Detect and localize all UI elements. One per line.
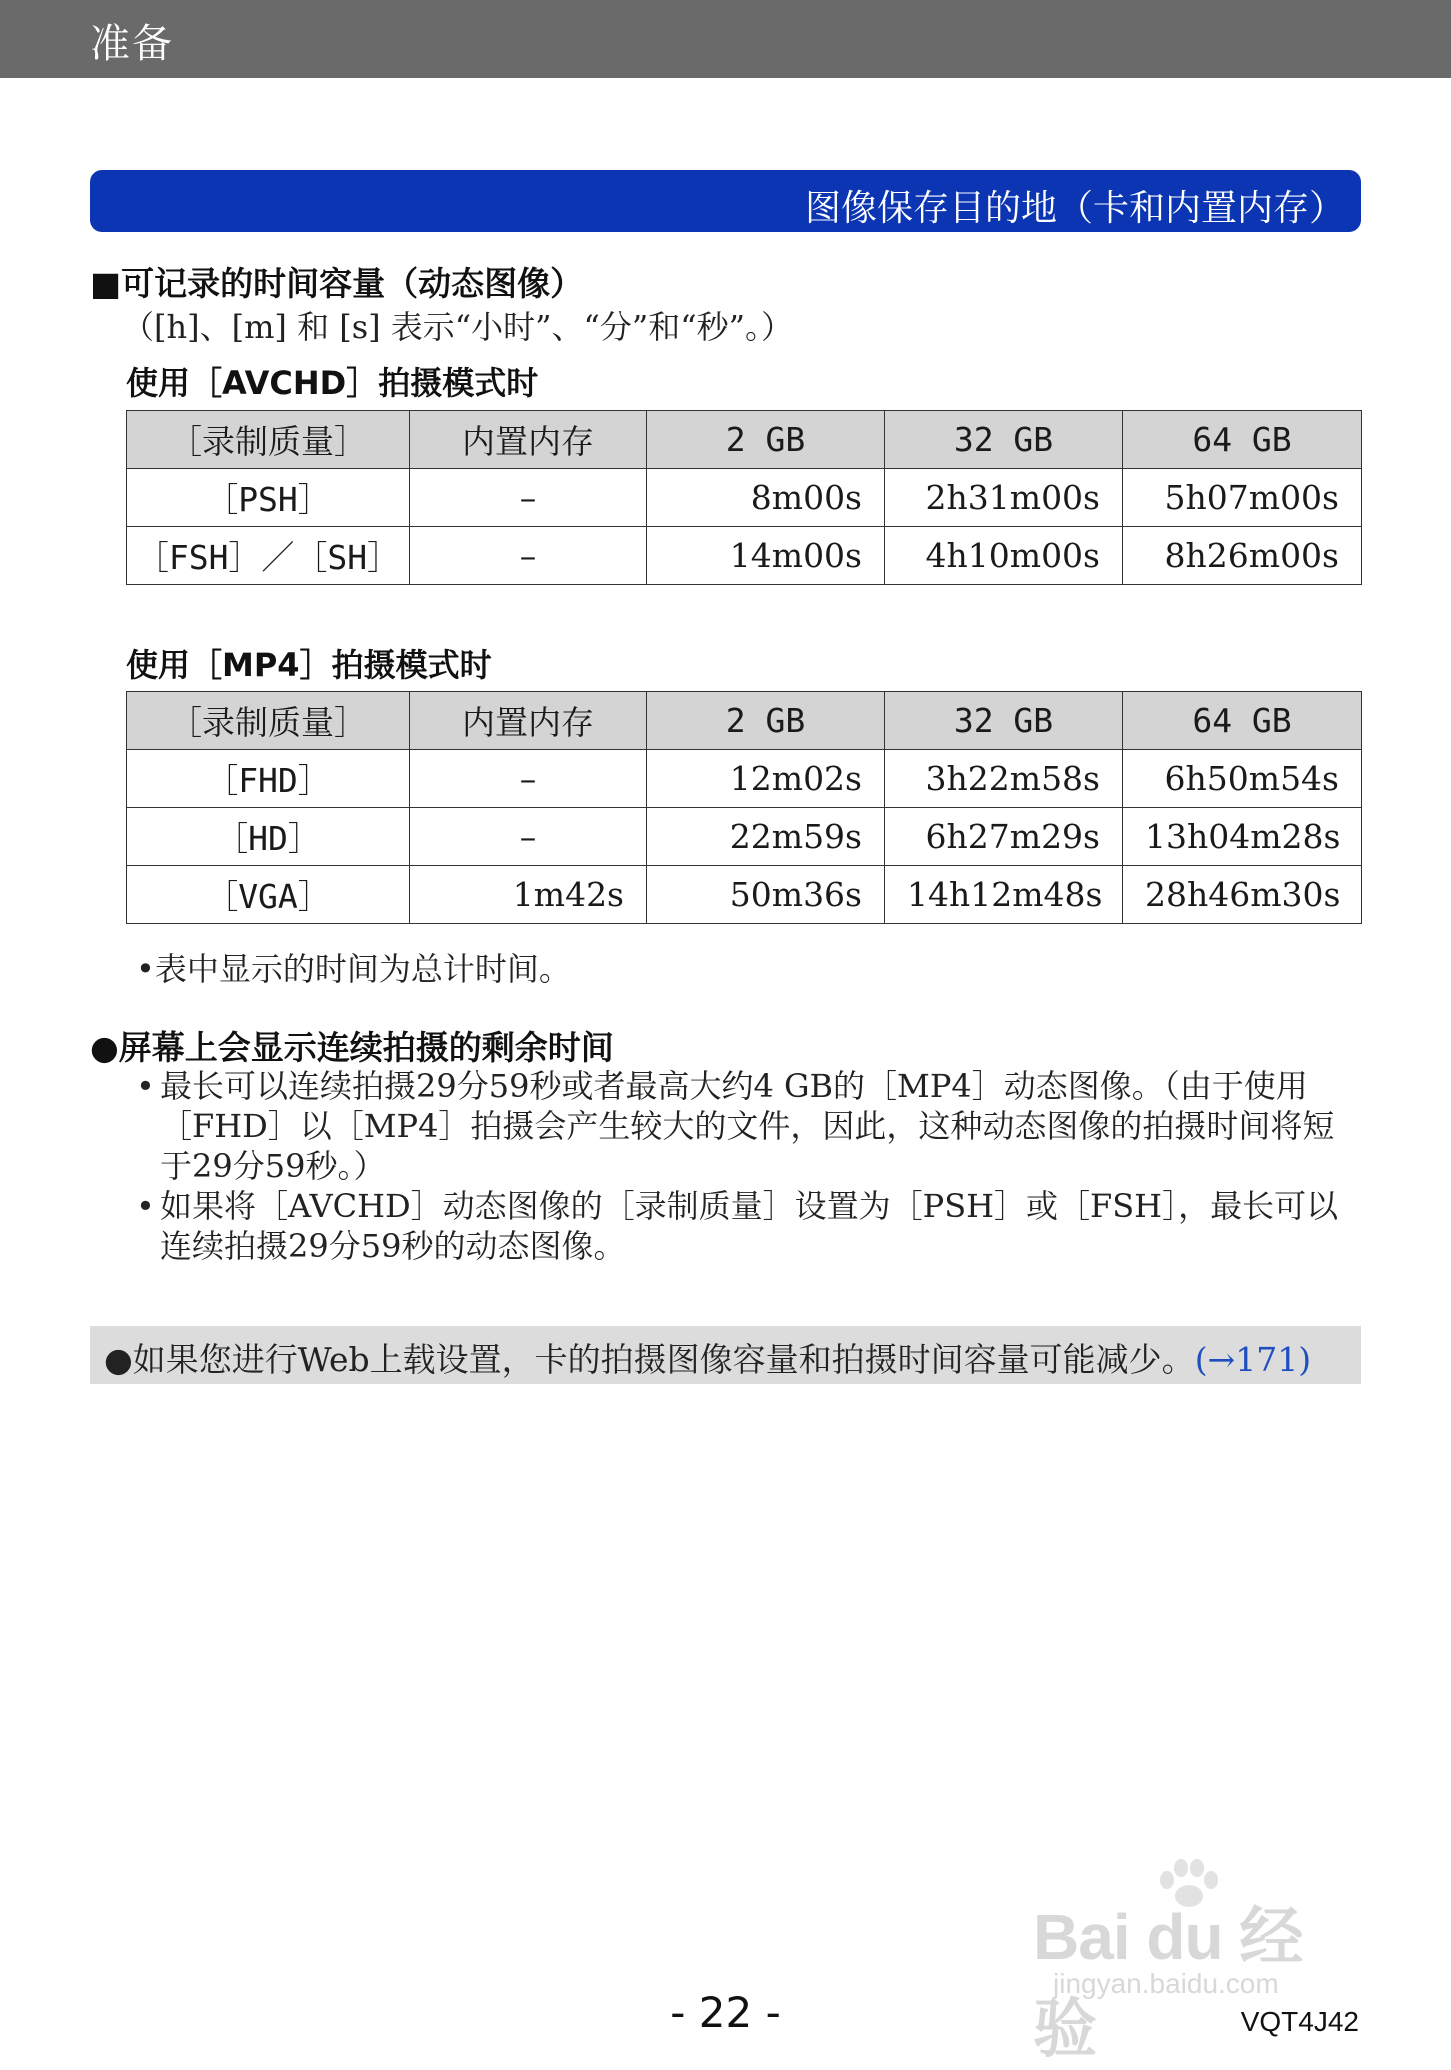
page-number: - 22 - xyxy=(670,1988,781,2037)
section-banner xyxy=(90,170,1361,232)
table-note: •表中显示的时间为总计时间。 xyxy=(136,950,571,988)
header-cell: 64 GB xyxy=(1123,692,1362,750)
table-header-row xyxy=(127,411,1362,469)
header-cell: 内置内存 xyxy=(410,411,647,469)
top-bar xyxy=(0,0,1451,78)
time-cell: 14m00s xyxy=(647,527,885,585)
header-cell: ［录制质量］ xyxy=(127,411,410,469)
unit-explanation: （[h]、[m] 和 [s] 表示“小时”、“分”和“秒”。） xyxy=(122,308,793,346)
time-cell: 14h12m48s xyxy=(885,866,1123,924)
bullet-list xyxy=(136,1066,1361,1266)
time-cell: 8h26m00s xyxy=(1123,527,1362,585)
web-upload-note xyxy=(90,1326,1361,1384)
time-cell: – xyxy=(410,750,647,808)
time-cell: – xyxy=(410,808,647,866)
quality-cell: ［FHD］ xyxy=(127,750,410,808)
quality-cell: ［FSH］／［SH］ xyxy=(127,527,410,585)
header-cell: 内置内存 xyxy=(410,692,647,750)
time-cell: 5h07m00s xyxy=(1123,469,1362,527)
table-row xyxy=(127,750,1362,808)
time-cell: 50m36s xyxy=(647,866,885,924)
header-cell: 2 GB xyxy=(647,411,885,469)
list-item: • 如果将［AVCHD］动态图像的［录制质量］设置为［PSH］或［FSH］，最长可以连续拍摄29分59秒的动态图像。 xyxy=(136,1186,1361,1266)
model-code: VQT4J42 xyxy=(1240,2006,1359,2037)
time-cell: 12m02s xyxy=(647,750,885,808)
table-row xyxy=(127,469,1362,527)
time-cell: 28h46m30s xyxy=(1123,866,1362,924)
time-cell: – xyxy=(410,527,647,585)
page-ref-link[interactable]: (→171) xyxy=(1194,1340,1312,1379)
time-cell: 8m00s xyxy=(647,469,885,527)
time-cell: 3h22m58s xyxy=(885,750,1123,808)
time-cell: 22m59s xyxy=(647,808,885,866)
section-banner-text: 图像保存目的地（卡和内置内存） xyxy=(804,188,1345,229)
quality-cell: ［HD］ xyxy=(127,808,410,866)
bullet-heading: ●屏幕上会显示连续拍摄的剩余时间 xyxy=(90,1028,614,1067)
avchd-table xyxy=(126,410,1362,585)
header-cell: ［录制质量］ xyxy=(127,692,410,750)
mp4-table-caption: 使用［MP4］拍摄模式时 xyxy=(126,646,492,684)
watermark-brand: Bai du 经验 xyxy=(1033,1901,1303,2065)
header-cell: 64 GB xyxy=(1123,411,1362,469)
chapter-title: 准备 xyxy=(90,21,174,67)
section-heading: ■可记录的时间容量（动态图像） xyxy=(90,264,584,303)
header-cell: 32 GB xyxy=(885,411,1123,469)
time-cell: 6h27m29s xyxy=(885,808,1123,866)
list-item: • 最长可以连续拍摄29分59秒或者最高大约4 GB的［MP4］动态图像。（由于使用［FHD］以［MP4］拍摄会产生较大的文件，因此，这种动态图像的拍摄时间将短于29分59秒。） xyxy=(136,1066,1361,1186)
note-text: ●如果您进行Web上载设置，卡的拍摄图像容量和拍摄时间容量可能减少。 xyxy=(104,1340,1195,1379)
time-cell: 1m42s xyxy=(410,866,647,924)
mp4-table xyxy=(126,691,1362,924)
time-cell: 6h50m54s xyxy=(1123,750,1362,808)
table-row xyxy=(127,866,1362,924)
header-cell: 2 GB xyxy=(647,692,885,750)
header-cell: 32 GB xyxy=(885,692,1123,750)
time-cell: – xyxy=(410,469,647,527)
time-cell: 4h10m00s xyxy=(885,527,1123,585)
watermark-url: jingyan.baidu.com xyxy=(1053,1968,1279,1999)
quality-cell: ［PSH］ xyxy=(127,469,410,527)
time-cell: 2h31m00s xyxy=(885,469,1123,527)
table-header-row xyxy=(127,692,1362,750)
quality-cell: ［VGA］ xyxy=(127,866,410,924)
avchd-table-caption: 使用［AVCHD］拍摄模式时 xyxy=(126,364,539,402)
time-cell: 13h04m28s xyxy=(1123,808,1362,866)
table-row xyxy=(127,527,1362,585)
table-row xyxy=(127,808,1362,866)
